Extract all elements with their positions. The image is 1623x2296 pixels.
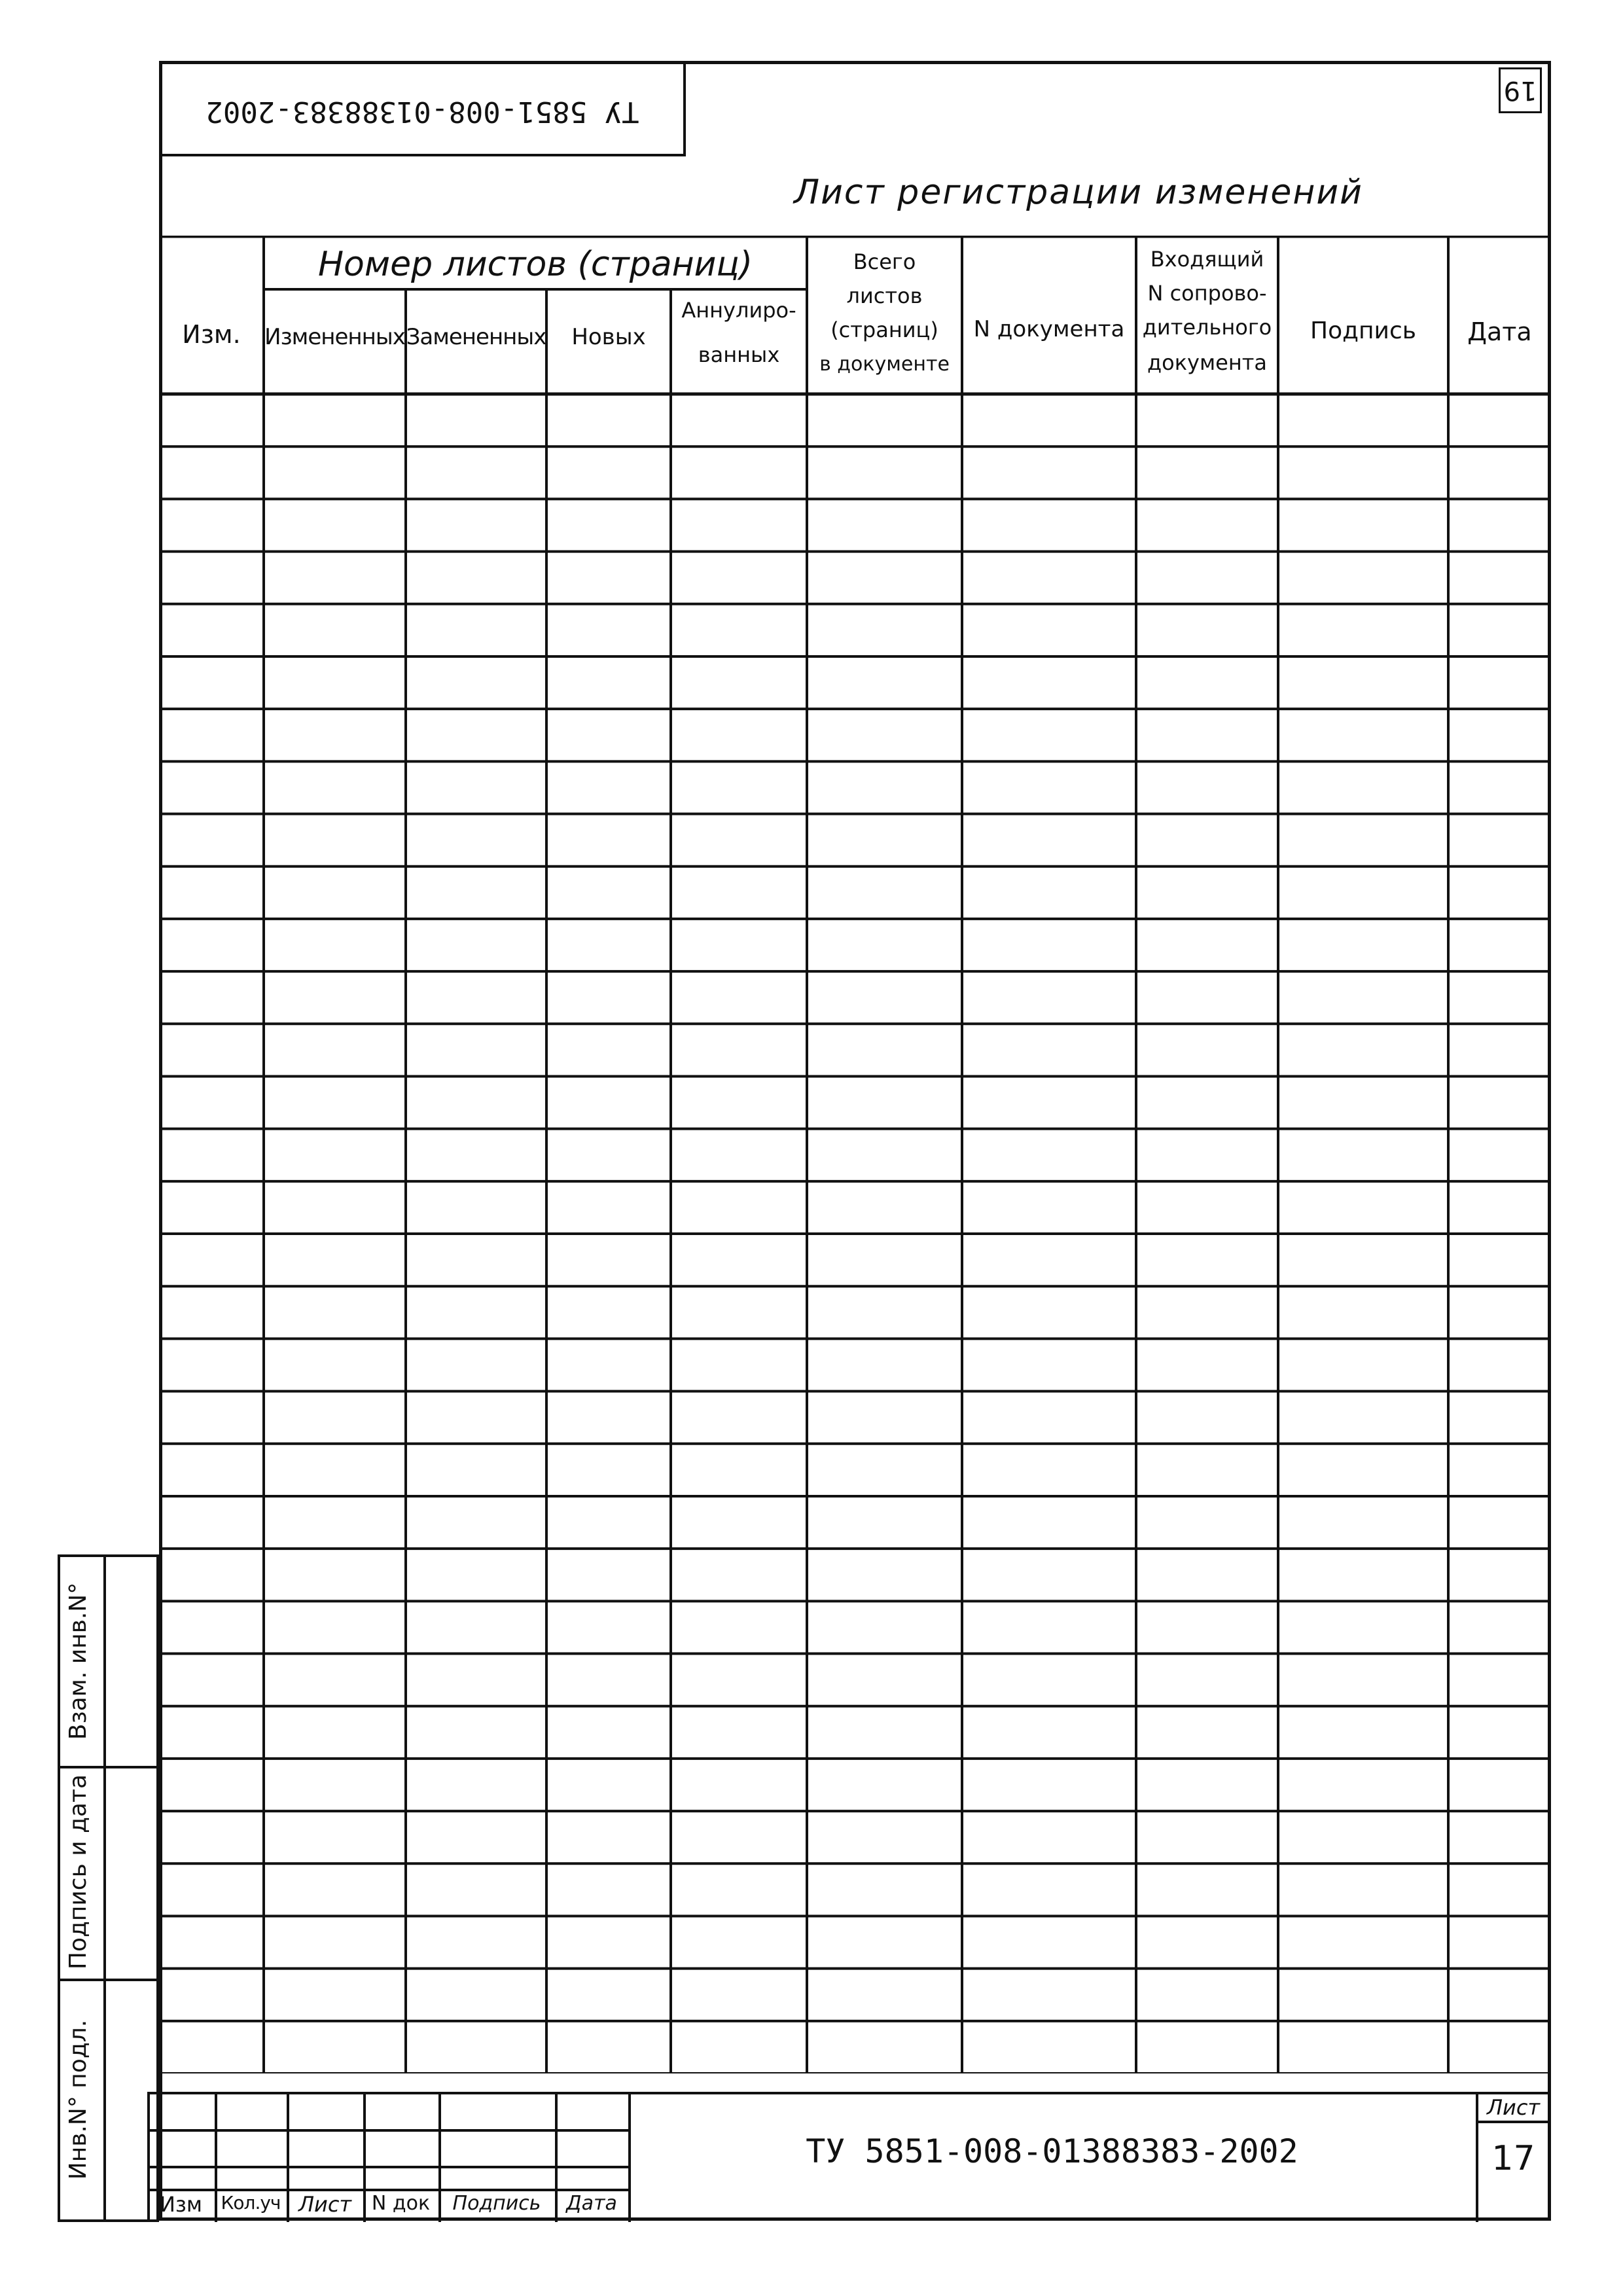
header-changed: Измененных [264, 324, 405, 350]
tb-col-koluch: Кол.уч [221, 2192, 281, 2214]
header-total-4: в документе [819, 353, 950, 376]
header-signature: Подпись [1310, 317, 1416, 344]
side-inv-podl: Инв.N° подл. [65, 2019, 92, 2180]
changes-table [159, 236, 1551, 2073]
header-new: Новых [571, 324, 646, 350]
header-sheet-numbers: Номер листов (страниц) [317, 245, 753, 284]
table-grid [159, 236, 1551, 2073]
tb-col-izm: Изм [159, 2192, 203, 2217]
sheet-number: 17 [1491, 2139, 1535, 2178]
header-incoming-4: документа [1147, 350, 1267, 375]
page-number: 19 [1503, 75, 1537, 105]
tb-col-list: Лист [298, 2192, 352, 2217]
header-total-3: (страниц) [830, 317, 938, 342]
header-date: Дата [1467, 317, 1532, 346]
header-total-2: листов [846, 283, 923, 308]
header-doc-number: N документа [973, 316, 1125, 342]
header-total-1: Всего [853, 249, 916, 274]
header-incoming-3: дительного [1142, 315, 1272, 340]
header-izm: Изм. [182, 320, 241, 349]
tb-col-data: Дата [566, 2192, 617, 2215]
header-annulled-1: Аннулиро- [681, 298, 796, 323]
tb-col-podpis: Подпись [452, 2192, 541, 2215]
header-incoming-1: Входящий [1150, 247, 1264, 272]
sheet-label: Лист [1486, 2095, 1541, 2120]
header-annulled-2: ванных [698, 342, 780, 367]
title-block-code: ТУ 5851-008-01388383-2002 [806, 2132, 1298, 2170]
page-title: Лист регистрации изменений [794, 173, 1363, 212]
header-incoming-2: N сопрово- [1147, 281, 1267, 306]
header-replaced: Замененных [406, 324, 546, 350]
top-stamp-code: ТУ 5851-008-01388383-2002 [205, 95, 639, 128]
tb-col-ndok: N док [371, 2192, 431, 2215]
side-vzam-inv: Взам. инв.N° [65, 1582, 92, 1740]
side-podpis-data: Подпись и дата [65, 1774, 92, 1970]
title-block-top [147, 2092, 1551, 2094]
